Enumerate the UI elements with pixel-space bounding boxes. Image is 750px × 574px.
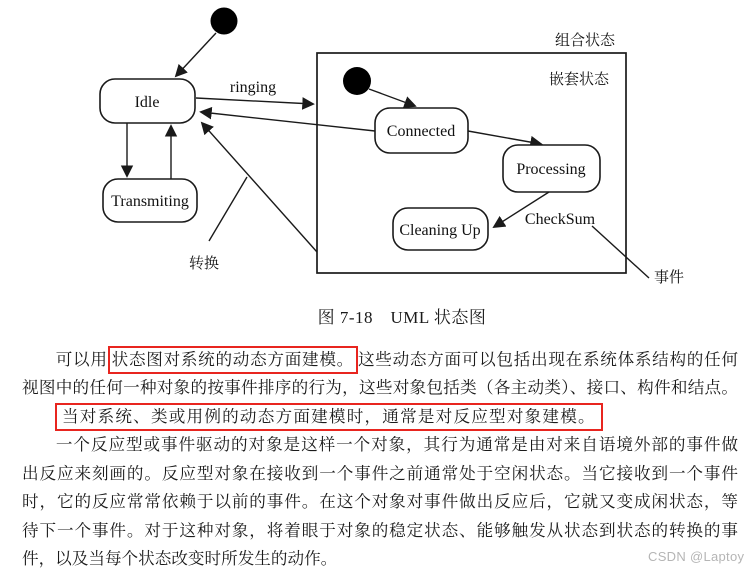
line1-post: 这些动态方面可以包括出现在系统体系结构的任何 xyxy=(357,350,739,369)
line5-text: 出反应来刻画的。反应型对象在接收到一个事件之前通常处于空闲状态。当它接收到一个事件 xyxy=(22,463,738,483)
checksum-label: CheckSum xyxy=(524,211,596,228)
text-line-8 xyxy=(22,545,738,573)
body-text xyxy=(22,346,738,574)
line8-text: 件，以及当每个状态改变时所发生的动作。 xyxy=(22,549,338,569)
line7-text: 待下一个事件。对于这种对象，将着眼于对象的稳定状态、能够触发从状态到状态的转换的事 xyxy=(22,520,738,540)
transition-connected-to-idle xyxy=(201,112,375,131)
inner-initial-state-dot xyxy=(343,67,371,95)
transition-callout-line xyxy=(209,177,247,241)
state-connected-label: Connected xyxy=(386,123,456,140)
text-line-5 xyxy=(22,460,738,488)
initial-state-dot xyxy=(211,8,238,35)
watermark: CSDN @Laptoy xyxy=(648,549,745,564)
transition-initial-to-idle xyxy=(176,33,216,76)
event-callout-line xyxy=(592,226,649,278)
transition-inner-initial-to-connected xyxy=(369,89,415,106)
nested-state-label: 嵌套状态 xyxy=(548,72,610,88)
transition-composite-to-idle xyxy=(202,123,317,252)
transition-idle-to-composite xyxy=(196,98,313,104)
figure-caption: 图 7-18 UML 状态图 xyxy=(317,308,487,327)
text-line-2 xyxy=(22,374,738,402)
ringing-label: ringing xyxy=(229,79,277,96)
text-line-4 xyxy=(22,431,738,459)
text-line-1 xyxy=(22,346,738,374)
transition-connected-to-processing xyxy=(468,131,541,144)
line4-text: 一个反应型或事件驱动的对象是这样一个对象，其行为通常是由对来自语境外部的事件做 xyxy=(55,435,738,455)
event-label: 事件 xyxy=(653,270,685,286)
text-line-6 xyxy=(22,488,738,516)
line2-text: 视图中的任何一种对象的按事件排序的行为，这些对象包括类（各主动类）、接口、构件和结点。 xyxy=(22,378,738,398)
state-transmiting-label: Transmiting xyxy=(111,193,189,210)
composite-state-label: 组合状态 xyxy=(554,33,616,49)
line1-pre: 可以用 xyxy=(55,350,108,369)
text-line-3 xyxy=(22,403,738,431)
state-processing-label: Processing xyxy=(516,161,586,178)
transition-label: 转换 xyxy=(188,256,220,272)
line6-text: 时，它的反应常常依赖于以前的事件。在这个对象对事件做出反应后，它就又变成闲状态，等 xyxy=(22,492,738,512)
highlight-box-2: 当对系统、类或用例的动态方面建模时，通常是对反应型对象建模。 xyxy=(55,403,603,431)
text-line-7 xyxy=(22,517,738,545)
state-idle-label: Idle xyxy=(134,94,160,111)
state-cleaningup-label: Cleaning Up xyxy=(399,222,481,239)
highlight-box-1: 状态图对系统的动态方面建模。 xyxy=(108,346,358,374)
